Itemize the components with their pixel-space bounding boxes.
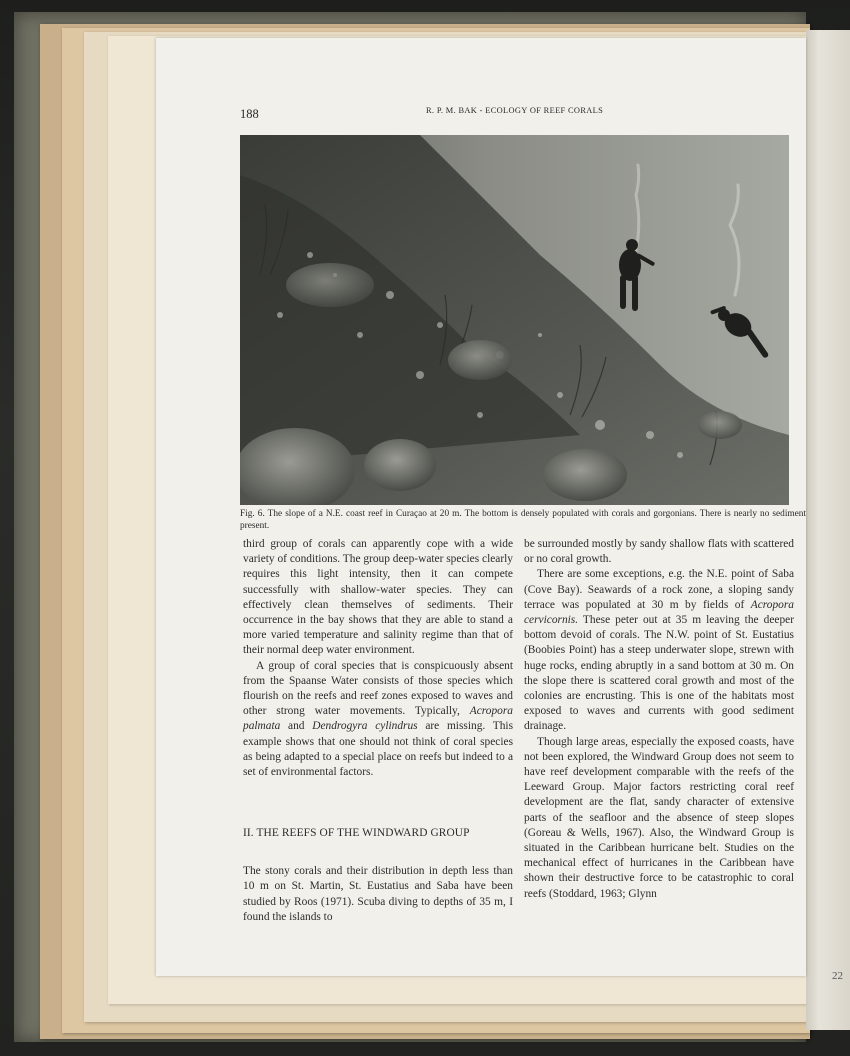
species-name: Acropora cervicornis. <box>524 598 794 627</box>
text-span: There are some exceptions, e.g. the N.E. point of Saba (Cove Bay). Seawards of a rock zone, a sloping sandy terrace was populated at 30 m by fields of <box>524 568 794 611</box>
figure-caption: Fig. 6. The slope of a N.E. coast reef in Curaçao at 20 m. The bottom is densely populated with corals and gorgonians. There is nearly no sediment present. <box>240 509 806 531</box>
spacer <box>243 780 513 826</box>
right-paragraph-1: be surrounded mostly by sandy shallow flats with scattered or no coral growth. <box>524 538 794 566</box>
right-column <box>524 537 794 902</box>
left-paragraph-1: third group of corals can apparently cope with a wide variety of conditions. The group deep-water species clearly requires this light intensity, then it can compete successfully with shallow-water species. They can effectively clean themselves of sediments. Their occurrence in the bay shows that they are able to stand a more varied temperature and salinity regime than that of their normal deep water environment. <box>243 538 513 657</box>
next-page-number: 22 <box>832 970 843 982</box>
text-span: A group of coral species that is conspicuously absent from the Spaanse Water consists of those species which flourish on the reefs and reef zones exposed to waves and other strong water movements. Typically, <box>243 659 513 718</box>
printed-page <box>156 38 806 976</box>
running-head: R. P. M. BAK - ECOLOGY OF REEF CORALS <box>426 106 604 115</box>
left-paragraph-2 <box>243 659 513 781</box>
spacer <box>243 841 513 864</box>
right-paragraph-3: Though large areas, especially the exposed coasts, have not been explored, the Windward Group does not seem to have reef development comparable with the reefs of the Leeward Group. Major factors restricting coral reef development are the flat, sandy character of extensive parts of the seafloor and the absence of steep slopes (Goreau & Wells, 1967). Also, the Windward Group is situated in the Caribbean hurricane belt. Studies on the mechanical effect of hurricanes in the Caribbean have shown their destructive force to be catastrophic to coral reefs (Stoddard, 1963; Glynn <box>524 735 794 900</box>
species-name: Acropora palmata <box>243 705 513 733</box>
right-paragraph-2 <box>524 567 794 734</box>
text-span: These peter out at 35 m leaving the deeper bottom devoid of corals. The N.W. point of St. Eustatius (Boobies Point) has a steep underwater slope, strewn with huge rocks, ending abruptly in a sand bottom at 30 m. On the slope there is scattered coral growth and most of the colonies are encrusting. This is one of the habitats most exposed to waves and currents with good sediment drainage. <box>524 614 794 733</box>
text-span: and <box>280 720 313 733</box>
text-span: are missing. This example shows that one should not think of coral species as being adapted to a special place on reefs but indeed to a set of environmental factors. <box>243 720 513 779</box>
left-paragraph-3: The stony corals and their distribution in depth less than 10 m on St. Martin, St. Eustatius and Saba have been studied by Roos (1971). Scuba diving to depths of 35 m, I found the islands to <box>243 865 513 923</box>
reef-photograph <box>240 135 789 505</box>
species-name: Dendrogyra cylindrus <box>312 720 418 733</box>
section-heading: II. THE REEFS OF THE WINDWARD GROUP <box>243 827 470 840</box>
left-column <box>243 537 513 925</box>
page-number: 188 <box>240 107 259 121</box>
reef-photo-illustration <box>240 135 789 505</box>
next-page-edge <box>806 30 850 1030</box>
